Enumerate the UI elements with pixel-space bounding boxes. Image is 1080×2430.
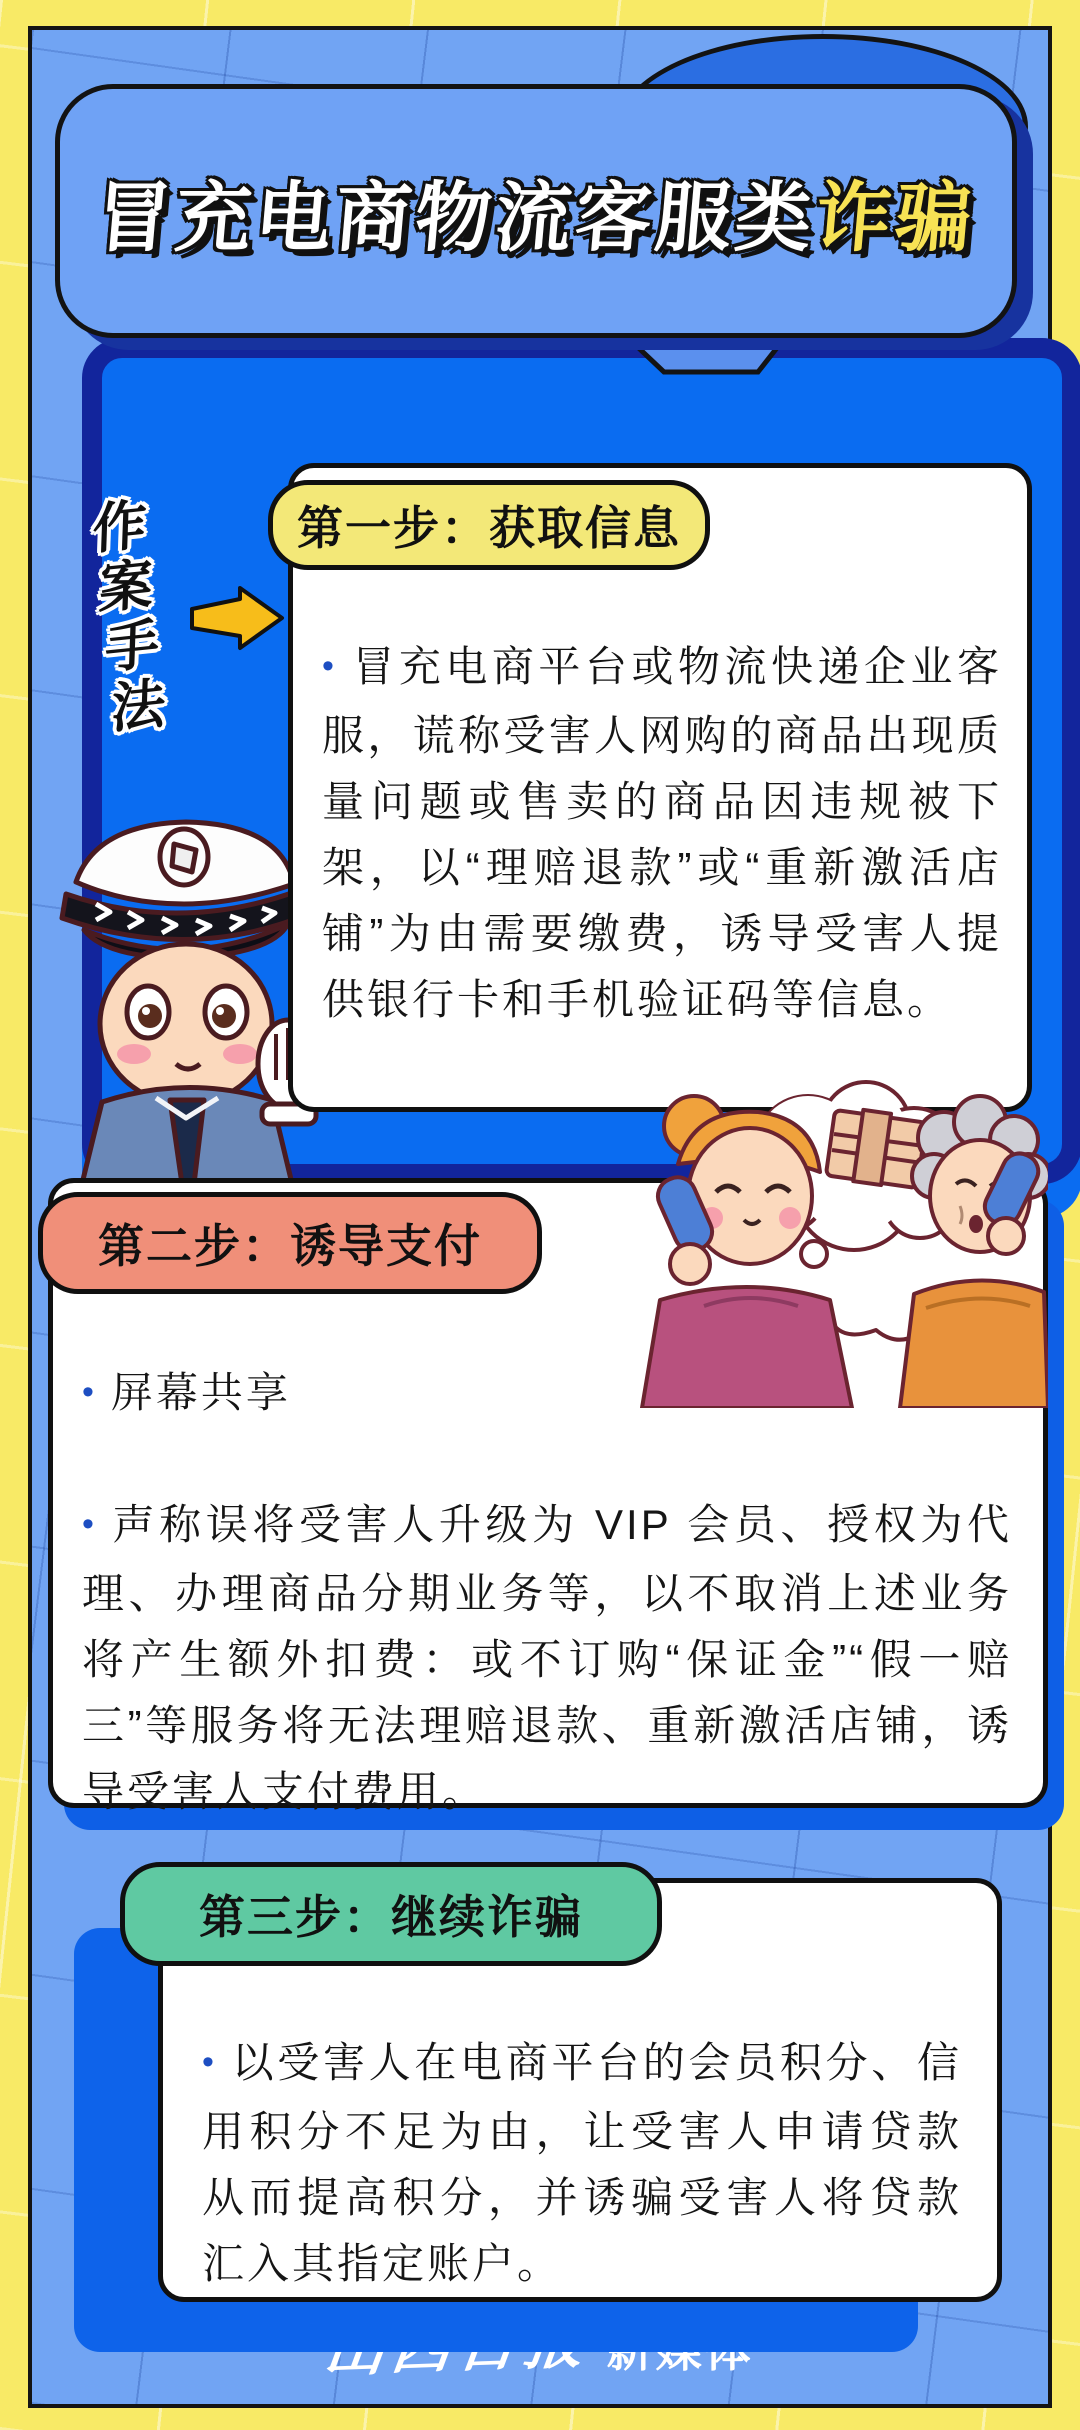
step1-label: 第一步：获取信息	[297, 502, 681, 554]
step1-pill	[268, 480, 710, 570]
step2-bullet1-text: 屏幕共享	[110, 1369, 291, 1416]
bullet-icon: •	[202, 2043, 217, 2081]
step3-pill	[120, 1862, 662, 1966]
step2-label: 第二步：诱导支付	[98, 1220, 482, 1272]
bullet-icon: •	[82, 1373, 97, 1411]
step2-pill	[38, 1192, 542, 1294]
title-highlight: 诈骗	[811, 175, 980, 261]
footer-brand	[321, 2298, 754, 2384]
title-main: 冒充电商物流客服类	[91, 175, 820, 261]
bullet-icon: •	[322, 647, 337, 685]
side-label-char: 案	[97, 554, 154, 621]
bullet-icon: •	[82, 1505, 97, 1543]
step2-body-detail	[82, 1492, 1012, 1825]
ladies-on-phone-illustration	[608, 1068, 1048, 1408]
side-label-char: 手	[104, 613, 161, 680]
title-bubble	[55, 84, 1017, 338]
brand-logo-shanxi-daily: 山西日报	[321, 2307, 595, 2384]
page-title	[91, 157, 981, 266]
step3-label: 第三步：继续诈骗	[199, 1891, 583, 1943]
arrow-right-icon	[186, 584, 286, 654]
step1-body	[322, 634, 1002, 1033]
step3-body	[202, 2030, 962, 2297]
step1-bullet-text: 冒充电商平台或物流快递企业客服，谎称受害人网购的商品出现质量问题或售卖的商品因违规被下架，以“理赔退款”或“重新激活店铺”为由需要缴费，诱导受害人提供银行卡和手机验证码等信息。	[322, 643, 1002, 1023]
step2-bullet2-text: 声称误将受害人升级为 VIP 会员、授权为代理、办理商品分期业务等，以不取消上述业务将产生额外扣费：或不订购“保证金”“假一赔三”等服务将无法理赔退款、重新激活店铺，诱导受害人支付费用。	[82, 1501, 1012, 1815]
side-label-char: 法	[110, 673, 167, 740]
brand-suffix-new-media: 新媒体	[606, 2324, 754, 2376]
step3-bullet-text: 以受害人在电商平台的会员积分、信用积分不足为由，让受害人申请贷款从而提高积分，并诱骗受害人将贷款汇入其指定账户。	[202, 2039, 962, 2287]
side-label-char: 作	[91, 494, 148, 561]
